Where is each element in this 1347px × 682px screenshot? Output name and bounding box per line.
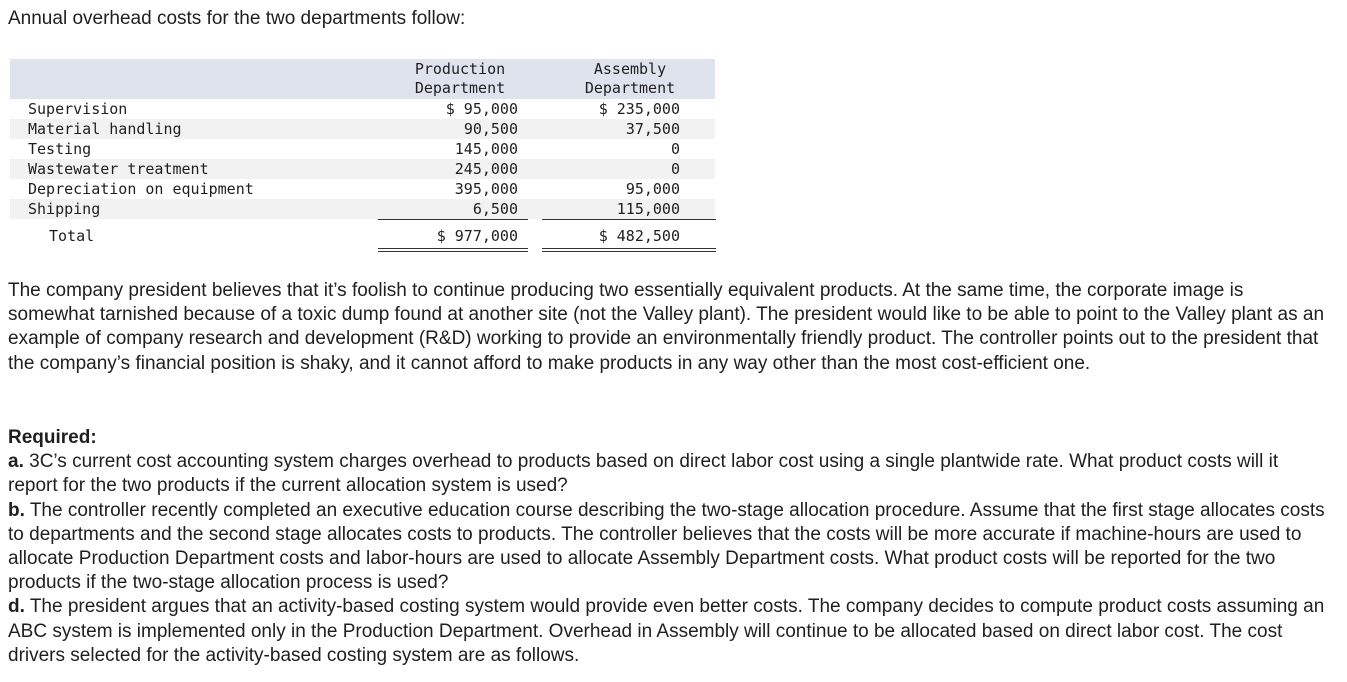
- item-letter: d.: [8, 596, 25, 618]
- intro-text: Annual overhead costs for the two departments follow:: [8, 8, 466, 29]
- cell-assembly-shipping: 115,000: [616, 200, 680, 218]
- required-item-a: [8, 450, 1328, 498]
- item-text: 3C’s current cost accounting system charges overhead to products based on direct labor cost using a single plantwide rate. What product costs will it report for the two products if the current allocation system is used?: [8, 451, 1279, 497]
- cell-production-shipping: 6,500: [472, 200, 518, 218]
- cell-production-wastewater: 245,000: [454, 160, 518, 178]
- row-label-depreciation: Depreciation on equipment: [28, 180, 254, 198]
- total-rule-production-1: [378, 248, 528, 249]
- column-header-assembly: Assembly Department: [584, 60, 676, 97]
- row-label-testing: Testing: [28, 140, 92, 158]
- subtotal-rule-assembly: [542, 219, 716, 220]
- cell-assembly-depreciation: 95,000: [625, 180, 680, 198]
- cell-production-material-handling: 90,500: [463, 120, 518, 138]
- item-letter: a.: [8, 451, 24, 473]
- row-label-material-handling: Material handling: [28, 120, 182, 138]
- item-letter: b.: [8, 499, 25, 521]
- cell-production-testing: 145,000: [454, 140, 518, 158]
- total-rule-assembly-1: [542, 248, 716, 249]
- row-label-wastewater: Wastewater treatment: [28, 160, 209, 178]
- subtotal-rule-production: [378, 219, 528, 220]
- item-text: The controller recently completed an executive education course describing the two-stage allocation procedure. Assume that the first stage allocates costs to departments and the second stage allocates costs to products. The controller believes that the costs will be more accurate if machine-hours are used to allocate Production Department costs and labor-hours are used to allocate Assembly Department costs. What product costs will be reported for the two products if the two-stage allocation process is used?: [8, 499, 1325, 594]
- total-rule-assembly-2: [542, 251, 716, 252]
- cell-production-supervision: $ 95,000: [445, 100, 518, 118]
- cell-assembly-wastewater: 0: [670, 160, 680, 178]
- cell-production-total: $ 977,000: [436, 227, 518, 245]
- cell-assembly-material-handling: 37,500: [625, 120, 680, 138]
- total-label: Total: [49, 227, 95, 245]
- required-item-d: [8, 595, 1328, 668]
- row-label-supervision: Supervision: [28, 100, 128, 118]
- column-header-production: Production Department: [414, 60, 506, 97]
- required-item-b: [8, 499, 1328, 596]
- cell-assembly-total: $ 482,500: [598, 227, 680, 245]
- total-rule-production-2: [378, 251, 528, 252]
- row-label-shipping: Shipping: [28, 200, 101, 218]
- cell-production-depreciation: 395,000: [454, 180, 518, 198]
- required-heading: Required:: [8, 427, 97, 448]
- cell-assembly-testing: 0: [670, 140, 680, 158]
- cell-assembly-supervision: $ 235,000: [598, 100, 680, 118]
- president-paragraph: The company president believes that it’s foolish to continue producing two essentially equivalent products. At the same time, the corporate image is somewhat tarnished because of a toxic dump found at another site (not the Valley plant). The president would like to be able to point to the Valley plant as an example of company research and development (R&D) working to provide an environmentally friendly product. The controller points out to the president that the company’s financial position is shaky, and it cannot afford to make products in any way other than the most cost-efficient one.: [8, 280, 1325, 374]
- item-text: The president argues that an activity-based costing system would provide even better costs. The company decides to compute product costs assuming an ABC system is implemented only in the Production Department. Overhead in Assembly will continue to be allocated based on direct labor cost. The cost drivers selected for the activity-based costing system are as follows.: [8, 596, 1325, 666]
- required-section: [8, 426, 1328, 668]
